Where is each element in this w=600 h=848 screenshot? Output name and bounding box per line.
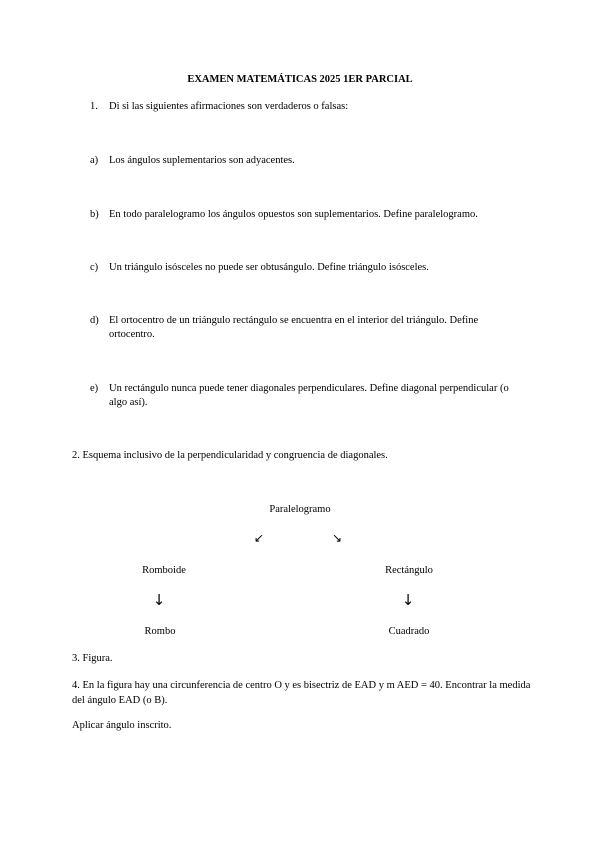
scheme-cuadrado: Cuadrado — [388, 626, 430, 637]
question-4-hint: Aplicar ángulo inscrito. — [72, 720, 172, 731]
question-1-text: Di si las siguientes afirmaciones son verdaderos o falsas: — [109, 101, 349, 112]
item-b-marker: b) — [90, 209, 99, 220]
item-a-marker: a) — [90, 155, 99, 166]
item-c-marker: c) — [90, 262, 99, 273]
item-c-text: Un triángulo isósceles no puede ser obtusángulo. Define triángulo isósceles. — [109, 262, 429, 273]
arrow-down-right-icon: ↘ — [332, 531, 343, 545]
item-d-text: El ortocentro de un triángulo rectángulo se encuentra en el interior del triángulo. Define ortocentro. — [109, 315, 479, 340]
question-1-number: 1. — [90, 101, 98, 112]
question-4-text: 4. En la figura hay una circunferencia de centro O y es bisectriz de EAD y m AED = 40. Encontrar la medida del ángulo EAD (o B). — [72, 680, 531, 706]
arrow-down-left-icon: ↙ — [254, 531, 265, 545]
item-a-text: Los ángulos suplementarios son adyacentes. — [109, 155, 295, 166]
question-2-text: 2. Esquema inclusivo de la perpendicularidad y congruencia de diagonales. — [72, 450, 388, 461]
item-e-marker: e) — [90, 383, 99, 394]
exam-title: EXAMEN MATEMÁTICAS 2025 1ER PARCIAL — [187, 74, 413, 85]
arrow-down-icon-left: ↓ — [152, 591, 166, 609]
question-3-text: 3. Figura. — [72, 653, 113, 664]
scheme-rombo: Rombo — [144, 626, 176, 637]
item-b-text: En todo paralelogramo los ángulos opuestos son suplementarios. Define paralelogramo. — [109, 209, 478, 220]
item-d-marker: d) — [90, 315, 99, 326]
item-e-text: Un rectángulo nunca puede tener diagonales perpendiculares. Define diagonal perpendicular (o algo así). — [109, 383, 509, 408]
scheme-rectangulo: Rectángulo — [385, 565, 433, 576]
scheme-paralelogramo: Paralelogramo — [269, 504, 331, 515]
arrow-down-icon-right: ↓ — [401, 591, 415, 609]
scheme-romboide: Romboide — [142, 565, 186, 576]
